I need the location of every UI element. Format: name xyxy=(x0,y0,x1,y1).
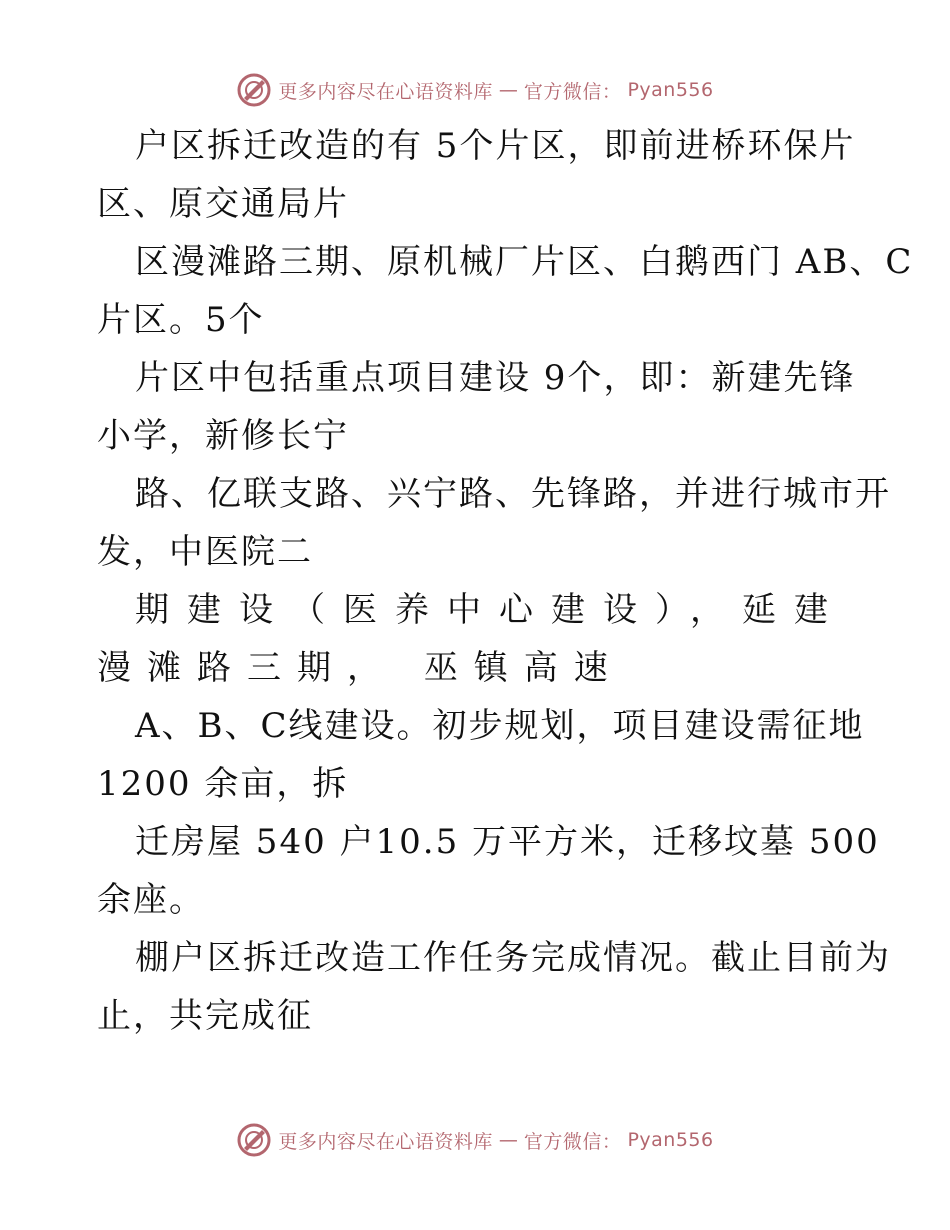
paragraph-line: 区漫滩路三期、原机械厂片区、白鹅西门 AB、C xyxy=(135,242,914,282)
paragraph-line: 片区。5个 xyxy=(97,300,265,340)
paragraph-line: 片区中包括重点项目建设 9个，即：新建先锋 xyxy=(135,358,856,398)
paragraph-line: 止，共完成征 xyxy=(97,996,313,1036)
paragraph-line: 户区拆迁改造的有 5个片区，即前进桥环保片 xyxy=(135,126,856,166)
document-body xyxy=(97,117,914,1045)
paragraph-line: 期建设（医养中心建设），延建 xyxy=(135,590,846,630)
watermark-official: 官方微信： xyxy=(523,1130,622,1153)
watermark-text: 更多内容尽在心语资料库 xyxy=(278,80,493,103)
logo-icon xyxy=(236,1122,272,1158)
paragraph-line: 1200 余亩，拆 xyxy=(97,764,349,804)
watermark-separator: — xyxy=(498,1129,518,1151)
watermark-official: 官方微信： xyxy=(523,80,622,103)
paragraph-line: 路、亿联支路、兴宁路、先锋路，并进行城市开 xyxy=(135,474,891,514)
paragraph-line: 发，中医院二 xyxy=(97,532,313,572)
paragraph-line: 余座。 xyxy=(97,880,205,920)
paragraph-line: 迁房屋 540 户10.5 万平方米，迁移坟墓 500 xyxy=(135,822,880,862)
paragraph-line: 棚户区拆迁改造工作任务完成情况。截止目前为 xyxy=(135,938,891,978)
watermark-id: Pyan556 xyxy=(627,1129,714,1151)
footer-watermark xyxy=(0,1120,950,1160)
watermark-text: 更多内容尽在心语资料库 xyxy=(278,1130,493,1153)
watermark-separator: — xyxy=(498,79,518,101)
paragraph-line: 区、原交通局片 xyxy=(97,184,349,224)
paragraph-line: 小学，新修长宁 xyxy=(97,416,349,456)
logo-icon xyxy=(236,72,272,108)
paragraph-line: A、B、C线建设。初步规划，项目建设需征地 xyxy=(135,706,865,746)
watermark-id: Pyan556 xyxy=(627,79,714,101)
paragraph-line: 漫滩路三期， 巫镇高速 xyxy=(97,648,624,688)
header-watermark xyxy=(0,70,950,110)
